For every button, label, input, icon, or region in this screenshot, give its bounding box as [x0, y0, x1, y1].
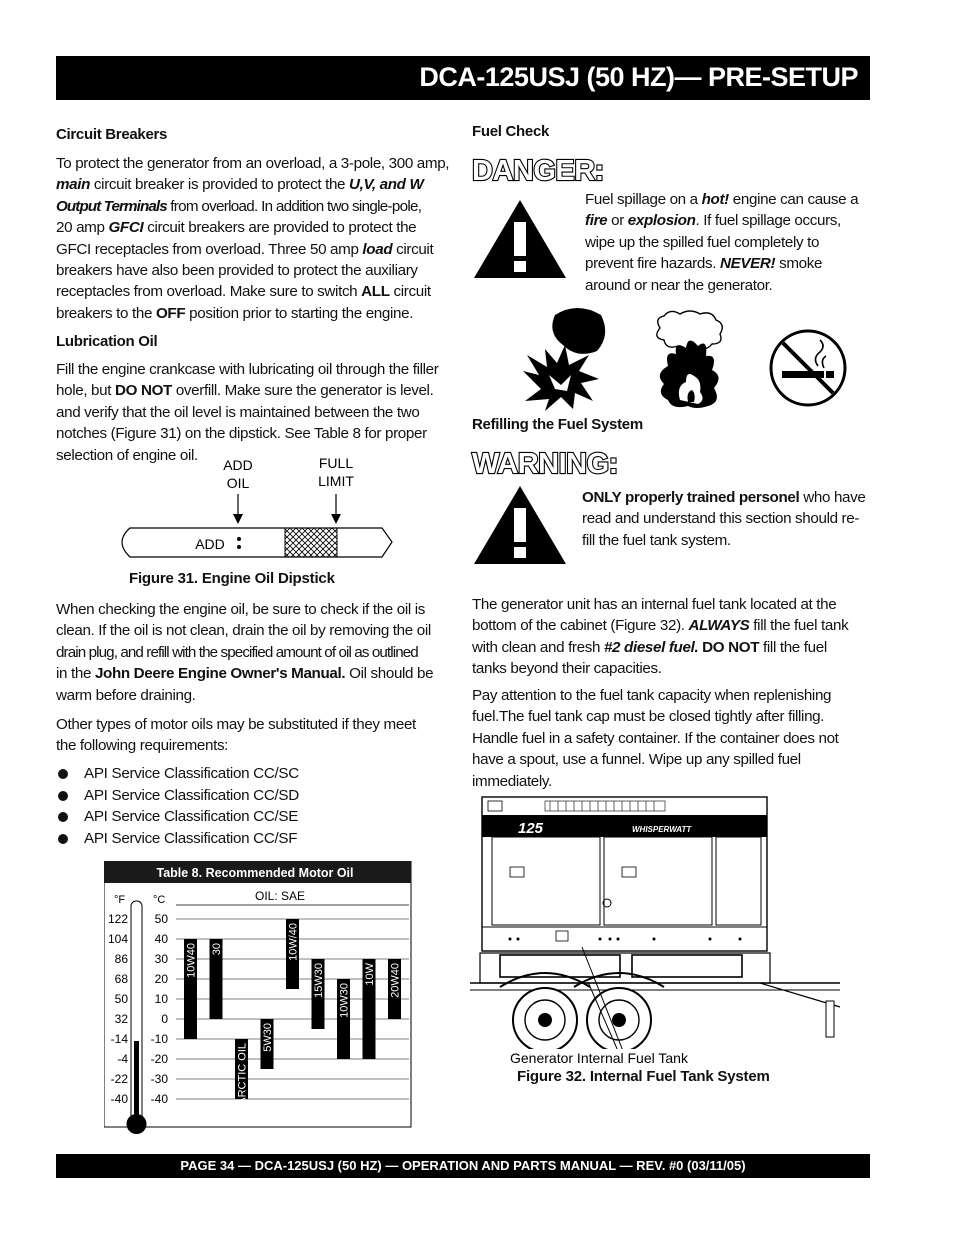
arrow-down-icon: [233, 514, 243, 524]
dipstick-figure: [110, 450, 410, 565]
danger-triangle-icon: [472, 198, 568, 280]
generator-fuel-tank-figure: [470, 795, 850, 1065]
oil-grade-label: 10W30: [338, 983, 351, 1018]
header-bar: [56, 56, 870, 100]
refilling-heading: Refilling the Fuel System: [472, 416, 643, 433]
warning-triangle-icon: [472, 484, 568, 566]
figure-32-caption: Figure 32. Internal Fuel Tank System: [517, 1068, 770, 1085]
footer-bar: PAGE 34 — DCA-125USJ (50 HZ) — OPERATION AND PARTS MANUAL — REV. #0 (03/11/05): [56, 1154, 870, 1178]
celsius-tick: -30: [150, 1072, 168, 1086]
oil-grade-label: 30: [211, 943, 223, 956]
celsius-unit: °C: [153, 894, 166, 906]
oil-grade-label: ARCTIC OIL: [236, 1043, 249, 1105]
table-8-title: Table 8. Recommended Motor Oil: [156, 866, 354, 880]
celsius-tick: 0: [161, 1012, 168, 1026]
oil-checking-paragraph: When checking the engine oil, be sure to check if the oil is clean. If the oil is not clean, drain the oil by removing the oil drain plug, and refill with the specified amount of oil as outlined in the John Deere Engine Owner's Manual. Oil should be warm before draining.: [56, 601, 434, 704]
fuel-check-heading: Fuel Check: [472, 123, 550, 140]
other-oils-paragraph: Other types of motor oils may be substituted if they meet the following requirements:: [56, 716, 416, 755]
fahrenheit-tick: -40: [110, 1092, 128, 1106]
list-item: API Service Classification CC/SF: [56, 828, 454, 850]
oil-grade-label: 10W40: [185, 943, 198, 978]
oil-grade-label: 10W: [364, 963, 376, 986]
generator-model-label: 125: [518, 820, 544, 837]
oil-grade-label: 15W30: [313, 963, 325, 998]
oil-grade-label: 10W/40: [287, 923, 300, 961]
arrow-down-icon: [331, 514, 341, 524]
api-classification-list: [56, 763, 454, 849]
celsius-tick: 40: [154, 932, 168, 946]
fahrenheit-tick: -22: [110, 1072, 128, 1086]
oil-sae-label: OIL: SAE: [254, 889, 306, 903]
celsius-tick: 20: [154, 972, 168, 986]
celsius-tick: -10: [150, 1032, 168, 1046]
celsius-tick: 10: [154, 992, 168, 1006]
fahrenheit-tick: 50: [114, 992, 128, 1006]
dipstick-add-label: ADD: [195, 536, 225, 552]
fahrenheit-unit: °F: [114, 894, 126, 906]
add-oil-label-2: OIL: [226, 475, 250, 491]
fahrenheit-tick: 122: [107, 912, 128, 926]
full-limit-label: FULL: [318, 455, 354, 471]
fuel-capacity-paragraph: Pay attention to the fuel tank capacity when replenishing fuel.The fuel tank cap must be closed tightly after filling. Handle fuel in a safety container. If the container does not have a spout, use a funnel. Wipe up any spilled fuel immediately.: [472, 687, 839, 790]
lubrication-heading: Lubrication Oil: [56, 333, 158, 350]
circuit-breakers-heading: Circuit Breakers: [56, 126, 168, 143]
danger-label: DANGER:: [472, 155, 604, 187]
add-oil-label: ADD: [223, 457, 253, 473]
fahrenheit-tick: -14: [110, 1032, 128, 1046]
lubrication-paragraph: Fill the engine crankcase with lubricating oil through the filler hole, but DO NOT overfill. Make sure the generator is level. and verify that the oil level is maintained between the two notches (Figure 31) on the dipstick. See Table 8 for proper selection of engine oil.: [56, 361, 439, 464]
celsius-tick: -40: [150, 1092, 168, 1106]
oil-grade-label: 20W40: [389, 963, 402, 998]
celsius-tick: 50: [154, 912, 168, 926]
fahrenheit-tick: -4: [117, 1052, 128, 1066]
list-item: API Service Classification CC/SD: [56, 785, 454, 807]
circuit-breakers-paragraph: To protect the generator from an overload, a 3-pole, 300 amp, main circuit breaker is provided to protect the U,V, and W Output Terminals from overload. In addition two single-pole, 20 amp GFCI circuit breakers are provided to protect the GFCI receptacles from overload. Three 50 amp load circuit breakers have also been provided to protect the auxiliary receptacles from overload. Make sure to switch ALL circuit breakers to the OFF position prior to starting the engine.: [56, 155, 450, 322]
danger-text: Fuel spillage on a hot! engine can cause a fire or explosion. If fuel spillage occurs, wipe up the spilled fuel completely to prevent fire hazards. NEVER! smoke around or near the generator.: [585, 191, 859, 294]
fuel-tank-callout: Generator Internal Fuel Tank: [510, 1050, 688, 1065]
full-limit-label-2: LIMIT: [318, 473, 354, 489]
thermometer-bulb: [127, 1114, 147, 1134]
fire-hazard-icon: [650, 310, 728, 410]
table-8-motor-oil: [104, 861, 412, 1139]
explosion-hazard-icon: [515, 305, 610, 412]
warning-label: WARNING:: [472, 448, 618, 480]
fahrenheit-tick: 104: [107, 932, 128, 946]
no-smoking-icon: [768, 328, 848, 408]
list-item: API Service Classification CC/SE: [56, 806, 454, 828]
figure-31-caption: Figure 31. Engine Oil Dipstick: [129, 570, 335, 587]
warning-text: ONLY properly trained personel who have read and understand this section should re- fill the fuel tank system.: [582, 489, 866, 549]
fahrenheit-tick: 68: [114, 972, 128, 986]
celsius-tick: -20: [150, 1052, 168, 1066]
oil-grade-label: 5W30: [262, 1023, 274, 1052]
fahrenheit-tick: 32: [114, 1012, 128, 1026]
generator-brand-label: WHISPERWATT: [632, 825, 692, 834]
celsius-tick: 30: [154, 952, 168, 966]
page-title: DCA-125USJ (50 HZ)— PRE-SETUP: [419, 62, 858, 92]
fahrenheit-tick: 86: [114, 952, 128, 966]
fuel-tank-paragraph: The generator unit has an internal fuel tank located at the bottom of the cabinet (Figure 32). ALWAYS fill the fuel tank with clean and fresh #2 diesel fuel. DO NOT fill the fuel tanks beyond their capacities.: [472, 596, 849, 678]
list-item: API Service Classification CC/SC: [56, 763, 454, 785]
